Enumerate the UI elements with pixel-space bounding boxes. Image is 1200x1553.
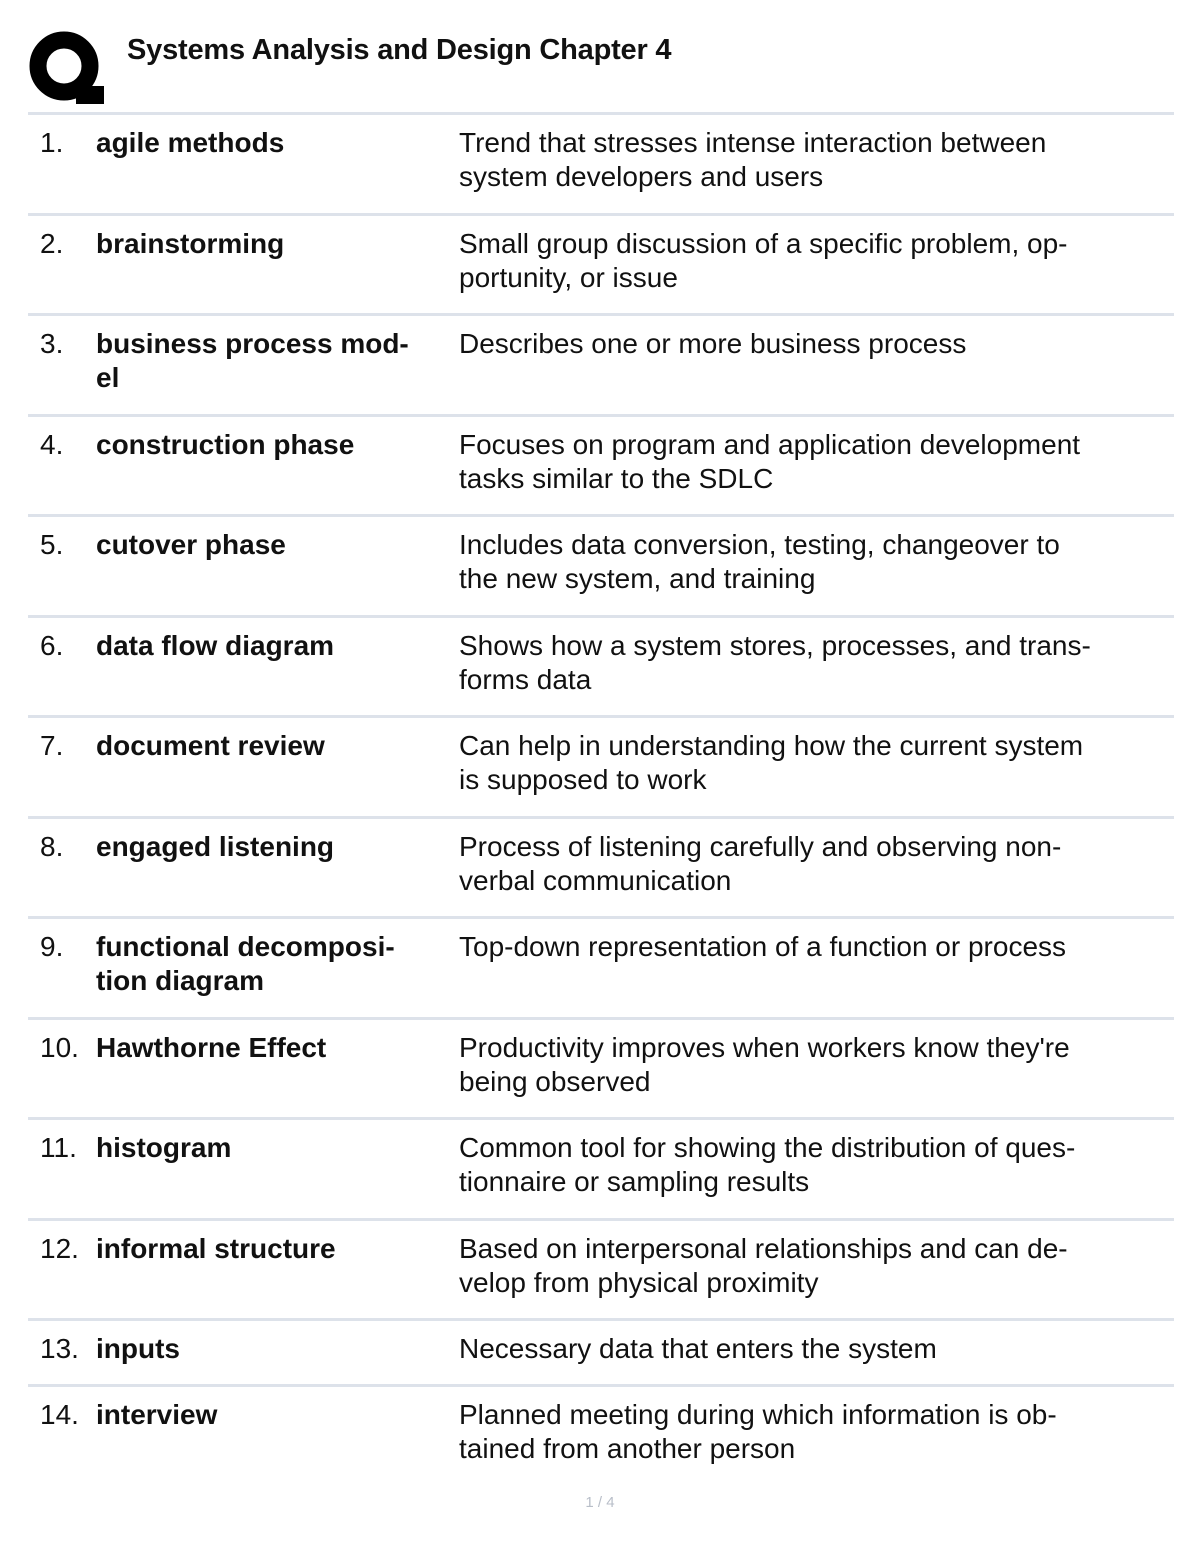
- table-row: [28, 115, 1174, 216]
- table-row: [28, 1321, 1174, 1387]
- term-line: informal structure: [96, 1232, 336, 1264]
- term: [96, 227, 456, 261]
- definition-line: Can help in understanding how the current system: [459, 730, 1084, 761]
- table-row: [28, 216, 1174, 317]
- definition-line: Trend that stresses intense interaction between: [459, 127, 1047, 158]
- row-number: 5.: [40, 529, 64, 560]
- definition-line: tionnaire or sampling results: [459, 1166, 810, 1197]
- definition-line: being observed: [459, 1065, 651, 1097]
- definition: [459, 1398, 1171, 1466]
- definition-line: Includes data conversion, testing, changeover to: [459, 529, 1060, 560]
- table-row: [28, 819, 1174, 920]
- quizlet-logo-icon: [28, 30, 108, 108]
- term: [96, 1232, 456, 1266]
- definition: [459, 327, 1171, 361]
- row-number: 10.: [40, 1031, 79, 1063]
- row-number: 14.: [40, 1399, 79, 1430]
- row-number: 11.: [40, 1132, 77, 1163]
- definition-line: Shows how a system stores, processes, and trans-: [459, 629, 1091, 661]
- definition-line: the new system, and training: [459, 563, 816, 594]
- row-number: 3.: [40, 328, 64, 359]
- document-header: [28, 30, 1174, 108]
- term-line: cutover phase: [96, 529, 286, 560]
- term-line: interview: [96, 1399, 218, 1430]
- term: [96, 528, 456, 562]
- table-row: [28, 1020, 1174, 1121]
- page-title: Systems Analysis and Design Chapter 4: [127, 34, 672, 66]
- term-line: agile methods: [96, 127, 285, 158]
- definition-line: Based on interpersonal relationships and can de-: [459, 1232, 1068, 1264]
- term-line: brainstorming: [96, 227, 285, 259]
- definition-line: Necessary data that enters the system: [459, 1333, 937, 1364]
- page-indicator: 1 / 4: [585, 1494, 615, 1511]
- term: [96, 1398, 456, 1432]
- definition: [459, 1232, 1171, 1300]
- definition-line: forms data: [459, 663, 592, 695]
- term-line: el: [96, 362, 120, 393]
- definition-line: verbal communication: [459, 864, 732, 896]
- term: [96, 1131, 456, 1165]
- definition: [459, 830, 1171, 898]
- definition: [459, 729, 1171, 797]
- definition: [459, 126, 1171, 194]
- term: [96, 1031, 456, 1065]
- table-row: [28, 919, 1174, 1020]
- term: [96, 126, 456, 160]
- term-line: engaged listening: [96, 830, 335, 862]
- definition: [459, 1332, 1171, 1366]
- row-number: 12.: [40, 1232, 79, 1264]
- definition-line: tained from another person: [459, 1433, 796, 1464]
- table-row: [28, 1221, 1174, 1322]
- row-number: 7.: [40, 730, 64, 761]
- term: [96, 428, 456, 462]
- table-row: [28, 517, 1174, 618]
- row-number: 9.: [40, 931, 64, 962]
- definition-line: is supposed to work: [459, 764, 707, 795]
- term: [96, 729, 456, 763]
- definition: [459, 528, 1171, 596]
- term-line: tion diagram: [96, 965, 265, 996]
- definition-line: Top-down representation of a function or process: [459, 931, 1067, 962]
- definition-line: Planned meeting during which information is ob-: [459, 1399, 1057, 1430]
- row-number: 8.: [40, 830, 64, 862]
- term: [96, 1332, 456, 1366]
- term-line: functional decomposi-: [96, 931, 395, 962]
- row-number: 1.: [40, 127, 64, 158]
- term: [96, 930, 456, 998]
- term-line: Hawthorne Effect: [96, 1031, 327, 1063]
- term: [96, 327, 456, 395]
- table-row: [28, 618, 1174, 719]
- flashcard-table: [28, 112, 1174, 1485]
- row-number: 6.: [40, 629, 64, 661]
- definition-line: Common tool for showing the distribution of ques-: [459, 1132, 1076, 1163]
- table-row: [28, 1387, 1174, 1485]
- definition: [459, 428, 1171, 496]
- table-row: [28, 316, 1174, 417]
- definition-line: portunity, or issue: [459, 261, 678, 293]
- row-number: 4.: [40, 428, 64, 460]
- definition: [459, 1031, 1171, 1099]
- table-row: [28, 718, 1174, 819]
- definition-line: Productivity improves when workers know they're: [459, 1031, 1070, 1063]
- term-line: construction phase: [96, 428, 355, 460]
- definition: [459, 227, 1171, 295]
- term-line: document review: [96, 730, 325, 761]
- row-number: 2.: [40, 227, 64, 259]
- term: [96, 830, 456, 864]
- definition-line: Describes one or more business process: [459, 328, 967, 359]
- definition-line: Focuses on program and application development: [459, 428, 1081, 460]
- definition: [459, 1131, 1171, 1199]
- term-line: inputs: [96, 1333, 180, 1364]
- row-number: 13.: [40, 1333, 79, 1364]
- definition-line: tasks similar to the SDLC: [459, 462, 774, 494]
- term-line: histogram: [96, 1132, 232, 1163]
- term-line: business process mod-: [96, 328, 409, 359]
- definition-line: velop from physical proximity: [459, 1266, 819, 1298]
- table-row: [28, 1120, 1174, 1221]
- term: [96, 629, 456, 663]
- definition: [459, 629, 1171, 697]
- term-line: data flow diagram: [96, 629, 335, 661]
- definition-line: system developers and users: [459, 161, 824, 192]
- definition-line: Process of listening carefully and observing non-: [459, 830, 1062, 862]
- definition-line: Small group discussion of a specific problem, op-: [459, 227, 1068, 259]
- definition: [459, 930, 1171, 964]
- table-row: [28, 417, 1174, 518]
